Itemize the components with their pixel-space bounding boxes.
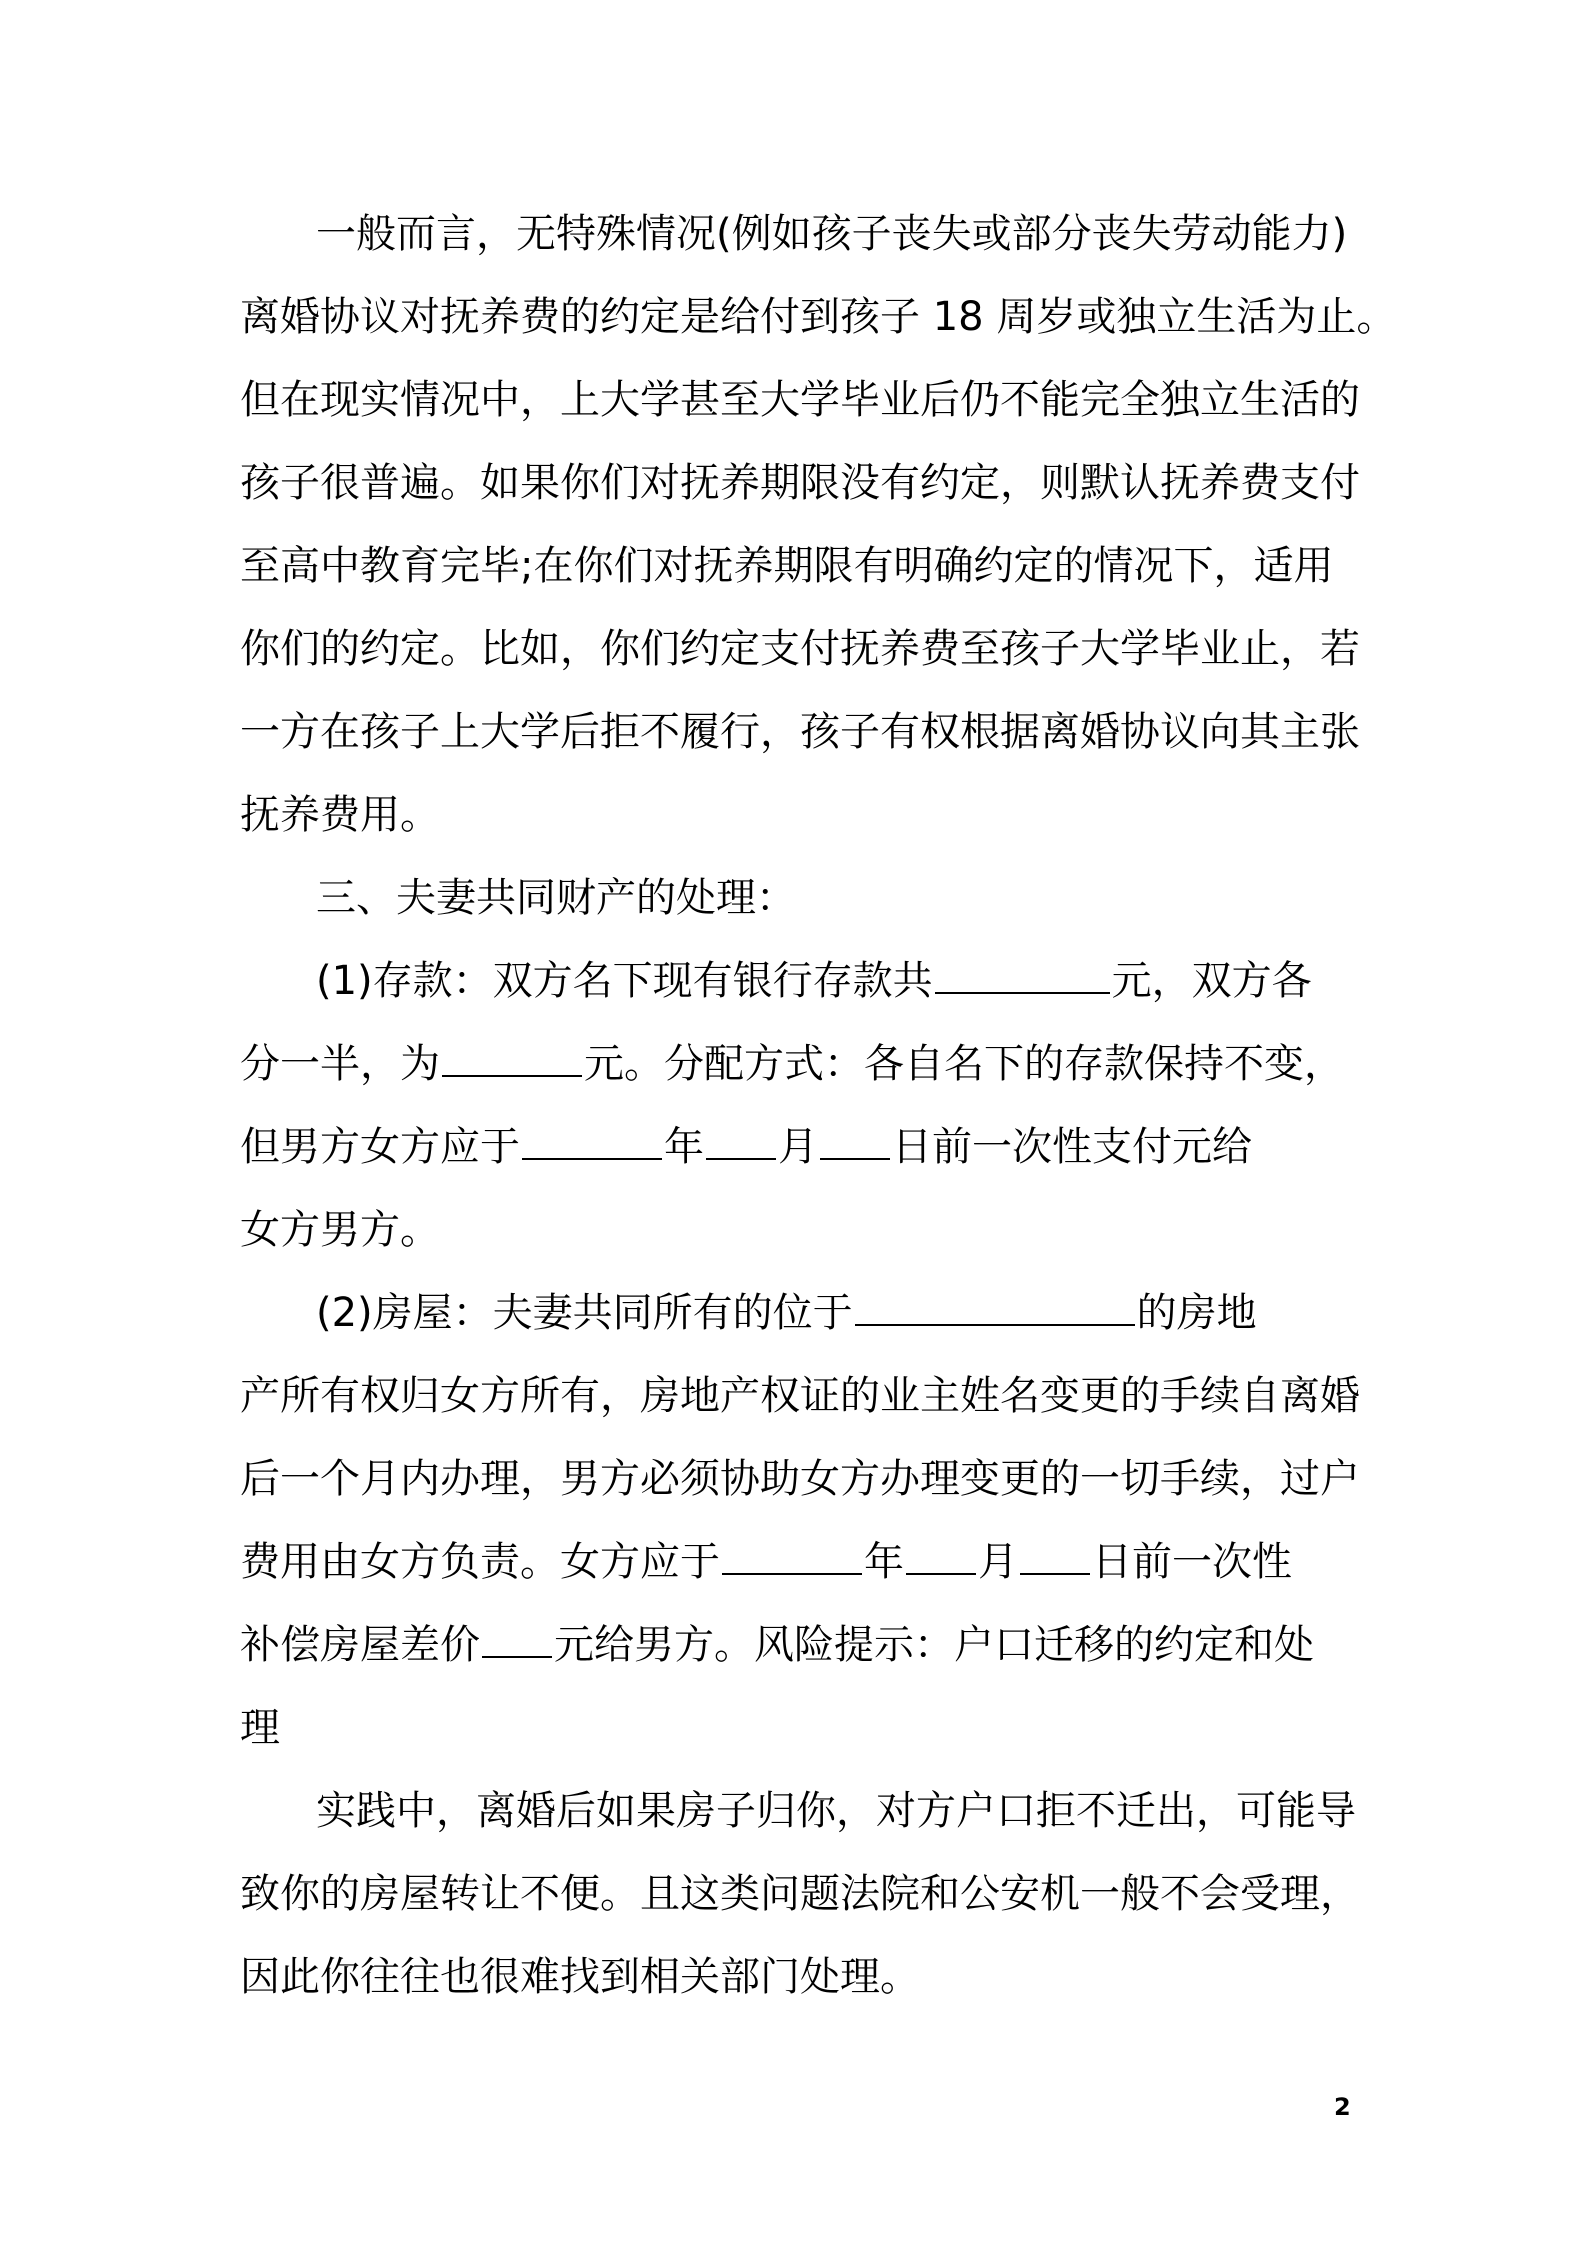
text-line [240, 538, 1586, 594]
fill-in-blank [906, 1539, 976, 1575]
text-line [240, 1617, 1586, 1673]
text-line [316, 870, 1586, 926]
fill-in-blank [522, 1124, 662, 1160]
text-line [240, 372, 1586, 428]
text-line [240, 1949, 1586, 2005]
text-line [240, 1368, 1586, 1424]
text-line [316, 1783, 1586, 1839]
text-segment: 费用由女方负责。女方应于 [240, 1539, 720, 1585]
text-segment: 日前一次性支付元给 [892, 1124, 1252, 1170]
text-line [316, 206, 1586, 262]
text-segment: 产所有权归女方所有，房地产权证的业主姓名变更的手续自离婚 [240, 1373, 1360, 1419]
text-line [240, 1119, 1586, 1175]
text-segment: 元，双方各 [1111, 958, 1312, 1004]
text-segment: 的房地 [1136, 1290, 1257, 1336]
fill-in-blank [722, 1539, 862, 1575]
text-line [240, 1036, 1586, 1092]
text-line [240, 1700, 1586, 1756]
text-line [240, 289, 1586, 345]
text-line [240, 1534, 1586, 1590]
text-line [240, 787, 1586, 843]
text-segment: 但在现实情况中，上大学甚至大学毕业后仍不能完全独立生活的 [240, 377, 1360, 423]
text-segment: 一方在孩子上大学后拒不履行，孩子有权根据离婚协议向其主张 [240, 709, 1360, 755]
text-segment: 年 [864, 1539, 904, 1585]
text-segment: 元给男方。风险提示：户口迁移的约定和处 [554, 1622, 1314, 1668]
text-segment: 因此你往往也很难找到相关部门处理。 [240, 1954, 920, 2000]
text-segment: 女方男方。 [240, 1207, 440, 1253]
text-segment: 实践中，离婚后如果房子归你，对方户口拒不迁出，可能导 [316, 1788, 1356, 1834]
text-segment: 孩子很普遍。如果你们对抚养期限没有约定，则默认抚养费支付 [240, 460, 1360, 506]
text-segment: 月 [978, 1539, 1018, 1585]
text-segment: 后一个月内办理，男方必须协助女方办理变更的一切手续，过户 [240, 1456, 1360, 1502]
text-segment: 日前一次性 [1092, 1539, 1292, 1585]
text-segment: 你们的约定。比如，你们约定支付抚养费至孩子大学毕业止，若 [240, 626, 1360, 672]
text-segment: 但男方女方应于 [240, 1124, 520, 1170]
fill-in-blank [482, 1622, 552, 1658]
text-segment: 抚养费用。 [240, 792, 440, 838]
fill-in-blank [935, 958, 1110, 994]
text-line [240, 1451, 1586, 1507]
text-segment: 致你的房屋转让不便。且这类问题法院和公安机一般不会受理， [240, 1871, 1360, 1917]
fill-in-blank [706, 1124, 776, 1160]
text-segment: 元。分配方式：各自名下的存款保持不变， [584, 1041, 1344, 1087]
text-line [316, 1285, 1586, 1341]
text-line [240, 1202, 1586, 1258]
text-line [240, 704, 1586, 760]
text-segment: (2)房屋：夫妻共同所有的位于 [316, 1290, 853, 1336]
text-segment: 分一半，为 [240, 1041, 440, 1087]
text-segment: 月 [778, 1124, 818, 1170]
fill-in-blank [442, 1041, 582, 1077]
text-segment: 至高中教育完毕;在你们对抚养期限有明确约定的情况下，适用 [240, 543, 1334, 589]
text-segment: 一般而言，无特殊情况(例如孩子丧失或部分丧失劳动能力) [316, 211, 1348, 257]
page-number: 2 [1334, 2093, 1351, 2121]
text-line [240, 455, 1586, 511]
fill-in-blank [1020, 1539, 1090, 1575]
fill-in-blank [855, 1290, 1135, 1326]
text-segment: 年 [664, 1124, 704, 1170]
text-segment: (1)存款：双方名下现有银行存款共 [316, 958, 933, 1004]
text-line [240, 1866, 1586, 1922]
text-segment: 补偿房屋差价 [240, 1622, 480, 1668]
text-segment: 离婚协议对抚养费的约定是给付到孩子 18 周岁或独立生活为止。 [240, 294, 1397, 340]
text-segment: 理 [240, 1705, 280, 1751]
text-line [240, 621, 1586, 677]
text-line [316, 953, 1586, 1009]
fill-in-blank [820, 1124, 890, 1160]
text-segment: 三、夫妻共同财产的处理： [316, 875, 796, 921]
